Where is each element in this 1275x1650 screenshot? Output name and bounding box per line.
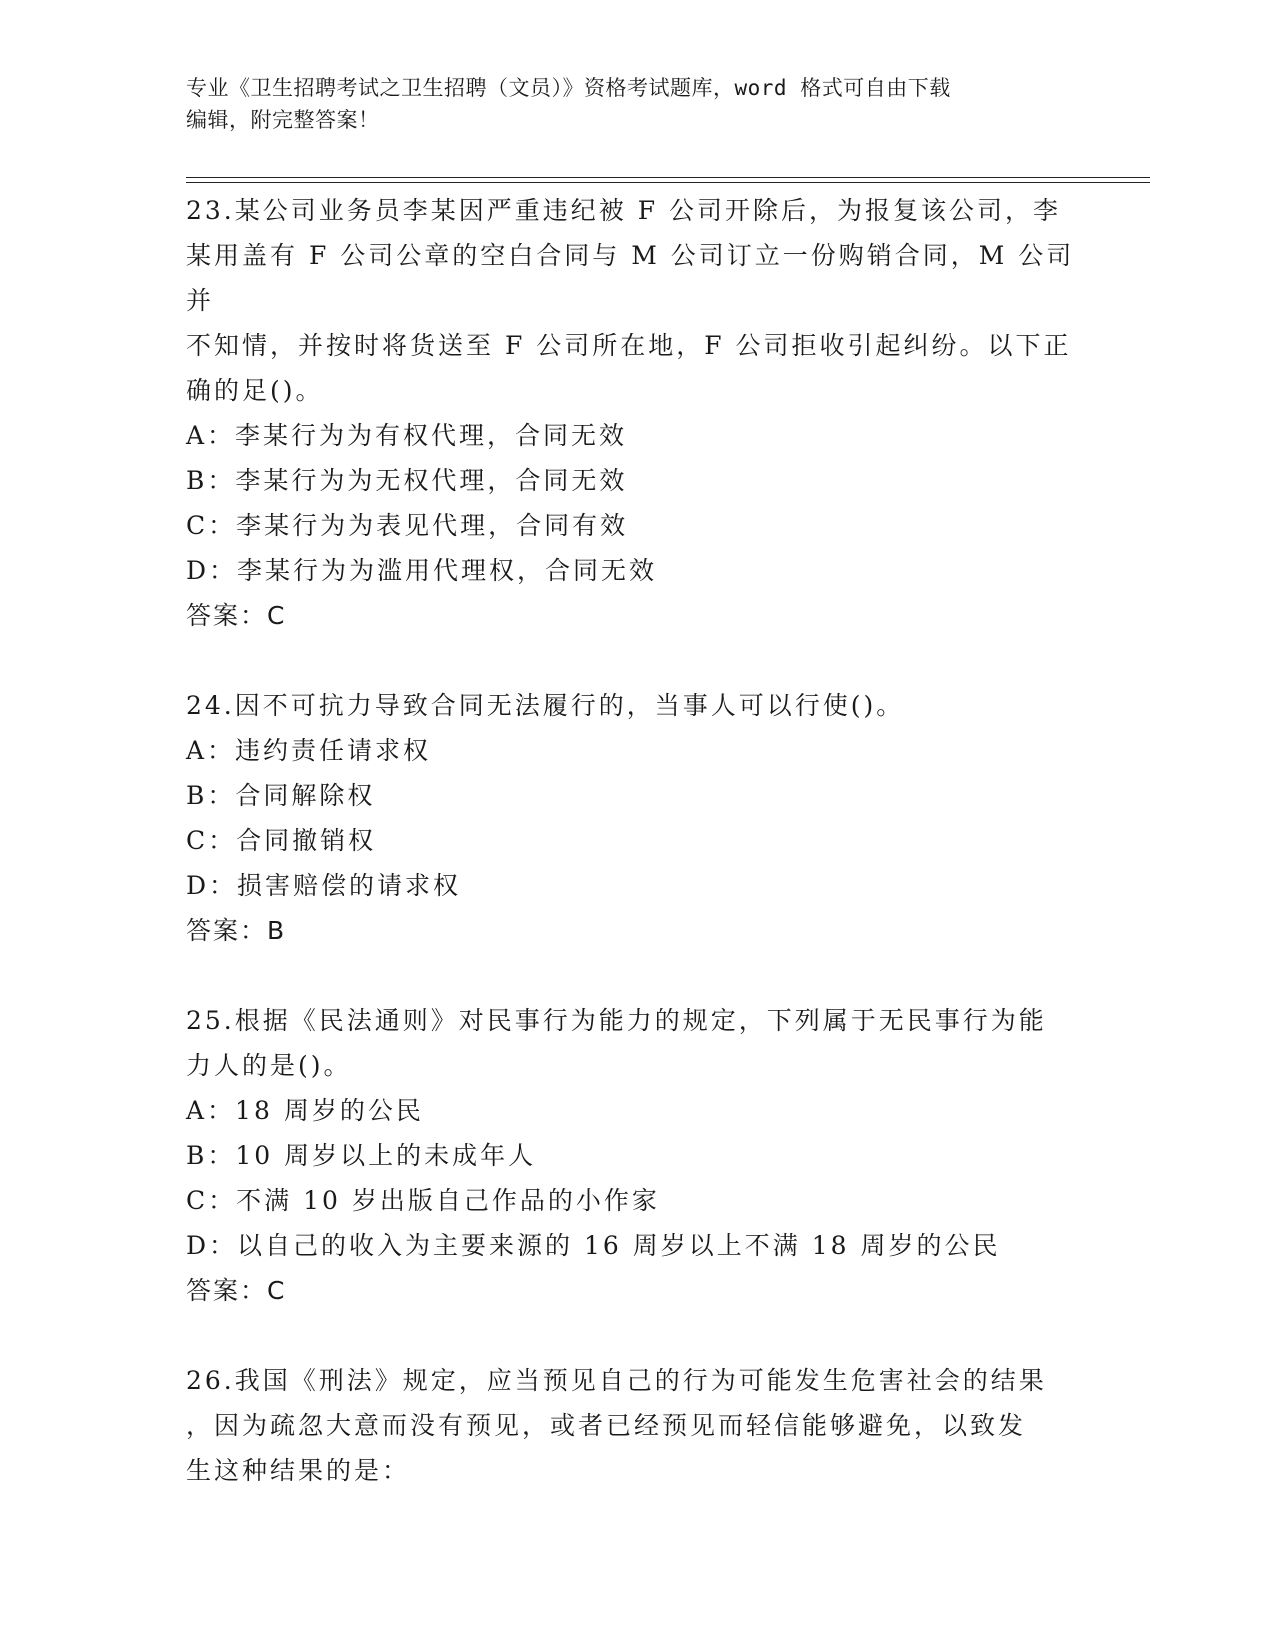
- option-b: B：合同解除权: [186, 781, 376, 810]
- document-header: [186, 72, 1066, 136]
- question-25: [186, 998, 1086, 1313]
- question-stem: [186, 998, 1086, 1088]
- header-line-2: 编辑，附完整答案！: [186, 108, 380, 132]
- option-d: D：以自己的收入为主要来源的 16 周岁以上不满 18 周岁的公民: [186, 1231, 1001, 1260]
- header-line-1: 专业《卫生招聘考试之卫生招聘（文员）》资格考试题库，word 格式可自由下载: [186, 76, 951, 100]
- stem-line: 24.因不可抗力导致合同无法履行的，当事人可以行使()。: [186, 691, 905, 720]
- option-d: D：损害赔偿的请求权: [186, 871, 462, 900]
- option-a: A：违约责任请求权: [186, 736, 432, 765]
- option-c: C：不满 10 岁出版自己作品的小作家: [186, 1186, 660, 1215]
- stem-line: 25.根据《民法通则》对民事行为能力的规定，下列属于无民事行为能: [186, 1006, 1047, 1035]
- header-divider-top: [186, 177, 1150, 178]
- option-b: B：10 周岁以上的未成年人: [186, 1141, 537, 1170]
- stem-line: 确的足()。: [186, 376, 324, 405]
- option-c: C：合同撤销权: [186, 826, 377, 855]
- header-divider-bottom: [186, 182, 1150, 183]
- option-c: C：李某行为为表见代理，合同有效: [186, 511, 629, 540]
- answer-line: 答案：C: [186, 601, 287, 630]
- stem-line: 某用盖有 F 公司公章的空白合同与 M 公司订立一份购销合同，M 公司并: [186, 241, 1075, 315]
- stem-line: ，因为疏忽大意而没有预见，或者已经预见而轻信能够避免，以致发: [186, 1411, 1027, 1440]
- question-stem: [186, 683, 1086, 728]
- question-26: [186, 1358, 1086, 1493]
- option-a: A：李某行为为有权代理，合同无效: [186, 421, 628, 450]
- stem-line: 生这种结果的是：: [186, 1456, 411, 1485]
- question-24: [186, 683, 1086, 953]
- option-d: D：李某行为为滥用代理权，合同无效: [186, 556, 658, 585]
- option-b: B：李某行为为无权代理，合同无效: [186, 466, 628, 495]
- question-23: [186, 188, 1086, 638]
- answer-line: 答案：C: [186, 1276, 287, 1305]
- question-stem: [186, 188, 1086, 413]
- stem-line: 不知情，并按时将货送至 F 公司所在地，F 公司拒收引起纠纷。以下正: [186, 331, 1072, 360]
- answer-line: 答案：B: [186, 916, 287, 945]
- question-list: [186, 188, 1086, 1493]
- option-a: A：18 周岁的公民: [186, 1096, 424, 1125]
- stem-line: 23.某公司业务员李某因严重违纪被 F 公司开除后，为报复该公司，李: [186, 196, 1062, 225]
- stem-line: 26.我国《刑法》规定，应当预见自己的行为可能发生危害社会的结果: [186, 1366, 1047, 1395]
- stem-line: 力人的是()。: [186, 1051, 352, 1080]
- question-stem: [186, 1358, 1086, 1493]
